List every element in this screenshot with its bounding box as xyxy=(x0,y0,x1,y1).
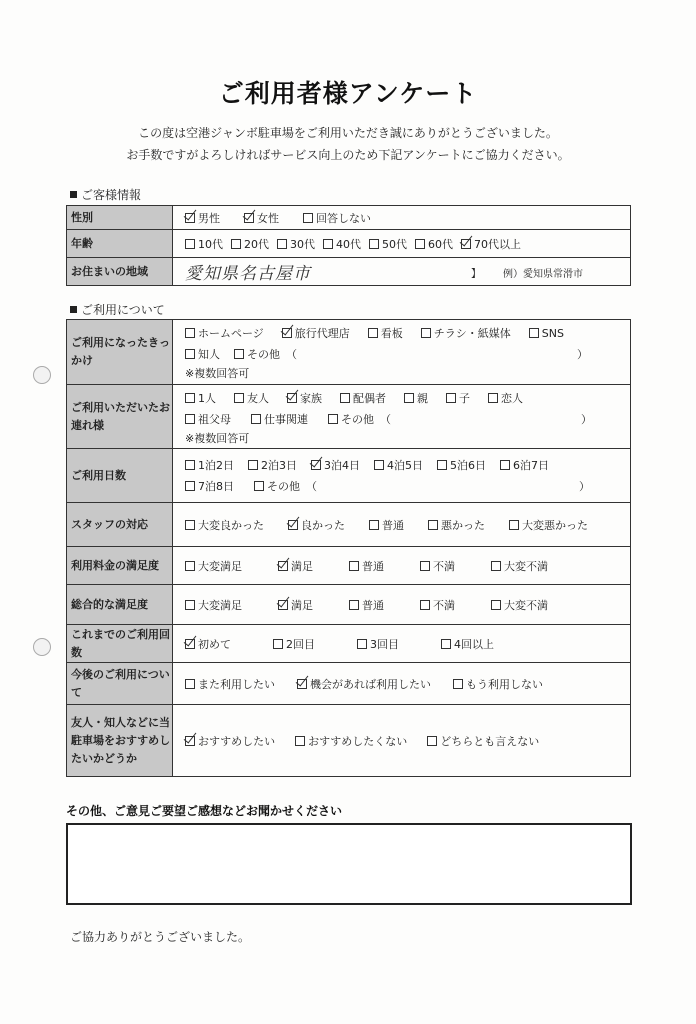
future-label: 今後のご利用について xyxy=(67,663,173,705)
checkbox[interactable] xyxy=(231,239,241,249)
checkbox-option[interactable] xyxy=(234,388,269,409)
checkbox[interactable] xyxy=(185,414,195,424)
option-label: 4泊5日 xyxy=(387,458,423,472)
residence-bracket: 】 xyxy=(471,269,481,280)
checkbox-option[interactable] xyxy=(278,558,313,574)
checkbox[interactable] xyxy=(428,520,438,530)
checkbox[interactable] xyxy=(441,639,451,649)
checkbox[interactable] xyxy=(323,239,333,249)
checked-checkbox[interactable] xyxy=(278,600,288,610)
checkbox-option[interactable] xyxy=(427,733,539,749)
checkbox-option[interactable] xyxy=(297,676,431,692)
option-label: 1泊2日 xyxy=(198,458,234,472)
comments-title: その他、ご意見ご要望ご感想などお聞かせください xyxy=(66,804,343,818)
option-label: おすすめしたい xyxy=(198,734,276,748)
checked-checkbox[interactable] xyxy=(185,639,195,649)
checkbox-option[interactable] xyxy=(303,210,371,226)
checkbox[interactable] xyxy=(349,561,359,571)
visits-options xyxy=(173,625,631,663)
days-options xyxy=(173,449,631,503)
checkbox[interactable] xyxy=(185,481,195,491)
checkbox[interactable] xyxy=(303,213,313,223)
checkbox[interactable] xyxy=(273,639,283,649)
checkbox[interactable] xyxy=(254,481,264,491)
checkbox[interactable] xyxy=(374,460,384,470)
checked-checkbox[interactable] xyxy=(297,679,307,689)
checked-checkbox[interactable] xyxy=(288,520,298,530)
residence-example: 例）愛知県常滑市 xyxy=(503,269,583,280)
checkbox[interactable] xyxy=(185,679,195,689)
checkbox[interactable] xyxy=(446,393,456,403)
visits-label: これまでのご利用回数 xyxy=(67,625,173,663)
checked-checkbox[interactable] xyxy=(311,460,321,470)
reason-other-close: ） xyxy=(577,348,588,361)
residence-value[interactable]: 愛知県名古屋市 xyxy=(185,264,311,284)
option-label: 50代 xyxy=(382,237,407,251)
checkbox[interactable] xyxy=(185,393,195,403)
checked-checkbox[interactable] xyxy=(287,393,297,403)
checkbox[interactable] xyxy=(185,561,195,571)
checkbox-option[interactable] xyxy=(349,558,384,574)
option-label: 男性 xyxy=(198,211,220,225)
option-label: 仕事関連 xyxy=(264,412,308,426)
checkbox-option[interactable] xyxy=(340,388,386,409)
companions-other-open: （ xyxy=(380,412,391,426)
option-label: 4回以上 xyxy=(454,637,494,651)
checkbox-option[interactable] xyxy=(491,597,548,613)
checkbox-option[interactable] xyxy=(185,597,242,613)
option-label: 70代以上 xyxy=(474,237,521,251)
checkbox[interactable] xyxy=(185,349,195,359)
option-label: 看板 xyxy=(380,327,403,340)
checkbox[interactable] xyxy=(369,520,379,530)
checkbox[interactable] xyxy=(437,460,447,470)
option-label: 不満 xyxy=(433,559,455,573)
residence-field[interactable] xyxy=(173,258,631,286)
option-label: おすすめしたくない xyxy=(308,734,408,748)
price-options xyxy=(173,547,631,585)
checkbox-option[interactable] xyxy=(185,476,234,497)
checkbox-option[interactable] xyxy=(421,323,511,344)
checkbox-option[interactable] xyxy=(437,455,486,476)
staff-options xyxy=(173,503,631,547)
option-label: チラシ・紙媒体 xyxy=(433,327,511,340)
checkbox-option[interactable] xyxy=(185,344,220,365)
option-label: もう利用しない xyxy=(466,677,543,691)
checkbox-option[interactable] xyxy=(374,455,423,476)
companions-options xyxy=(173,385,631,449)
checkbox-option[interactable] xyxy=(185,409,231,430)
option-label: 大変悪かった xyxy=(522,518,588,532)
option-label: また利用したい xyxy=(198,677,275,691)
overall-options xyxy=(173,585,631,625)
checkbox-option[interactable] xyxy=(500,455,549,476)
checkbox[interactable] xyxy=(251,414,261,424)
option-label: 祖父母 xyxy=(198,412,231,426)
option-label: 配偶者 xyxy=(353,391,386,405)
checkbox[interactable] xyxy=(277,239,287,249)
checkbox-option[interactable] xyxy=(254,476,300,497)
section-heading-customer: ご客様情報 xyxy=(70,186,141,203)
checkbox-option[interactable] xyxy=(415,236,453,252)
reason-other-open: （ xyxy=(286,348,297,361)
option-label: 良かった xyxy=(301,518,345,532)
option-label: 5泊6日 xyxy=(450,458,486,472)
checkbox[interactable] xyxy=(357,639,367,649)
option-label: 40代 xyxy=(336,237,361,251)
checkbox-option[interactable] xyxy=(185,210,220,226)
overall-label: 総合的な満足度 xyxy=(67,585,173,625)
recommend-options xyxy=(173,705,631,777)
page-title: ご利用者様アンケート xyxy=(218,79,478,108)
option-label: 恋人 xyxy=(501,391,523,405)
option-label: 家族 xyxy=(300,391,322,405)
checkbox-option[interactable] xyxy=(509,517,588,533)
checkbox[interactable] xyxy=(185,600,195,610)
checkbox[interactable] xyxy=(491,561,501,571)
intro-line-1: この度は空港ジャンボ駐車場をご利用いただき誠にありがとうございました。 xyxy=(138,126,558,140)
option-label: その他 xyxy=(267,479,300,493)
reason-options xyxy=(173,320,631,385)
days-label: ご利用日数 xyxy=(67,449,173,503)
checkbox-option[interactable] xyxy=(453,676,543,692)
checkbox-option[interactable] xyxy=(368,323,403,344)
checkbox-option[interactable] xyxy=(278,597,313,613)
option-label: 大変良かった xyxy=(198,518,264,532)
checkbox[interactable] xyxy=(185,460,195,470)
checkbox-option[interactable] xyxy=(488,388,523,409)
checkbox-option[interactable] xyxy=(404,388,428,409)
recommend-label: 友人・知人などに当駐車場をおすすめしたいかどうか xyxy=(67,705,173,777)
checkbox[interactable] xyxy=(340,393,350,403)
option-label: どちらとも言えない xyxy=(440,734,540,748)
checkbox[interactable] xyxy=(349,600,359,610)
option-label: 親 xyxy=(417,391,428,405)
checkbox[interactable] xyxy=(509,520,519,530)
checkbox[interactable] xyxy=(404,393,414,403)
checkbox[interactable] xyxy=(488,393,498,403)
option-label: 旅行代理店 xyxy=(294,327,350,340)
checkbox-option[interactable] xyxy=(231,236,269,252)
option-label: その他 xyxy=(341,412,374,426)
comments-textarea[interactable] xyxy=(66,823,632,905)
gender-label: 性別 xyxy=(67,206,173,230)
checkbox-option[interactable] xyxy=(251,409,308,430)
checkbox[interactable] xyxy=(369,239,379,249)
option-label: 悪かった xyxy=(441,518,485,532)
checkbox-option[interactable] xyxy=(185,323,264,344)
checked-checkbox[interactable] xyxy=(185,736,195,746)
checkbox-option[interactable] xyxy=(328,409,374,430)
option-label: 回答しない xyxy=(316,211,371,225)
checkbox-option[interactable] xyxy=(441,636,494,652)
option-label: 20代 xyxy=(244,237,269,251)
section-heading-usage: ご利用について xyxy=(70,301,165,318)
option-label: 満足 xyxy=(291,559,313,573)
option-label: 6泊7日 xyxy=(513,458,549,472)
checkbox-option[interactable] xyxy=(446,388,470,409)
option-label: 1人 xyxy=(198,391,216,405)
age-options xyxy=(173,230,631,258)
checkbox-option[interactable] xyxy=(349,597,384,613)
checkbox-option[interactable] xyxy=(185,676,275,692)
option-label: 普通 xyxy=(362,559,384,573)
checkbox-option[interactable] xyxy=(244,210,279,226)
price-label: 利用料金の満足度 xyxy=(67,547,173,585)
option-label: SNS xyxy=(541,327,564,340)
checkbox[interactable] xyxy=(491,600,501,610)
checkbox[interactable] xyxy=(415,239,425,249)
option-label: 大変不満 xyxy=(504,598,548,612)
punch-hole xyxy=(33,366,51,384)
option-label: 初めて xyxy=(198,637,231,651)
checkbox-option[interactable] xyxy=(185,558,242,574)
option-label: 大変満足 xyxy=(198,559,242,573)
checked-checkbox[interactable] xyxy=(278,561,288,571)
checkbox-option[interactable] xyxy=(420,558,455,574)
checked-checkbox[interactable] xyxy=(185,213,195,223)
option-label: 2泊3日 xyxy=(261,458,297,472)
checkbox[interactable] xyxy=(420,561,430,571)
thanks-message: ご協力ありがとうございました。 xyxy=(70,930,251,944)
option-label: 大変満足 xyxy=(198,598,242,612)
checkbox-option[interactable] xyxy=(369,236,407,252)
checkbox-option[interactable] xyxy=(420,597,455,613)
option-label: 知人 xyxy=(198,348,220,361)
future-options xyxy=(173,663,631,705)
age-label: 年齢 xyxy=(67,230,173,258)
checkbox-option[interactable] xyxy=(357,636,399,652)
option-label: 30代 xyxy=(290,237,315,251)
checkbox-option[interactable] xyxy=(287,388,322,409)
option-label: 60代 xyxy=(428,237,453,251)
checkbox-option[interactable] xyxy=(282,323,350,344)
option-label: 子 xyxy=(459,391,470,405)
checkbox[interactable] xyxy=(421,328,431,338)
checkbox[interactable] xyxy=(248,460,258,470)
checkbox-option[interactable] xyxy=(288,517,345,533)
option-label: 不満 xyxy=(433,598,455,612)
days-other-close: ） xyxy=(579,479,590,493)
reason-note: ※複数回答可 xyxy=(185,367,250,380)
checkbox[interactable] xyxy=(234,393,244,403)
checked-checkbox[interactable] xyxy=(282,328,292,338)
option-label: 普通 xyxy=(382,518,404,532)
option-label: 友人 xyxy=(247,391,269,405)
checkbox[interactable] xyxy=(368,328,378,338)
checkbox[interactable] xyxy=(295,736,305,746)
option-label: 10代 xyxy=(198,237,223,251)
checkbox-option[interactable] xyxy=(323,236,361,252)
checkbox-option[interactable] xyxy=(234,344,280,365)
option-label: 3泊4日 xyxy=(324,458,360,472)
checkbox-option[interactable] xyxy=(185,733,275,749)
days-other-open: （ xyxy=(306,479,317,493)
checkbox-option[interactable] xyxy=(248,455,297,476)
checkbox[interactable] xyxy=(234,349,244,359)
option-label: 大変不満 xyxy=(504,559,548,573)
checkbox-option[interactable] xyxy=(295,733,407,749)
checkbox[interactable] xyxy=(420,600,430,610)
option-label: 満足 xyxy=(291,598,313,612)
option-label: その他 xyxy=(247,348,280,361)
checkbox-option[interactable] xyxy=(185,517,264,533)
gender-options xyxy=(173,206,631,230)
option-label: 普通 xyxy=(362,598,384,612)
companions-other-close: ） xyxy=(581,412,592,426)
checkbox-option[interactable] xyxy=(273,636,315,652)
option-label: 2回目 xyxy=(286,637,315,651)
checkbox[interactable] xyxy=(185,520,195,530)
staff-label: スタッフの対応 xyxy=(67,503,173,547)
checkbox[interactable] xyxy=(500,460,510,470)
option-label: 女性 xyxy=(257,211,279,225)
usage-table xyxy=(66,319,631,777)
checkbox-option[interactable] xyxy=(311,455,360,476)
checkbox[interactable] xyxy=(529,328,539,338)
checkbox-option[interactable] xyxy=(461,236,521,252)
customer-info-table xyxy=(66,205,631,286)
option-label: 7泊8日 xyxy=(198,479,234,493)
checked-checkbox[interactable] xyxy=(461,239,471,249)
residence-label: お住まいの地域 xyxy=(67,258,173,286)
checkbox-option[interactable] xyxy=(185,455,234,476)
checkbox-option[interactable] xyxy=(277,236,315,252)
companions-note: ※複数回答可 xyxy=(185,431,250,445)
checkbox[interactable] xyxy=(185,328,195,338)
checkbox[interactable] xyxy=(185,239,195,249)
option-label: ホームページ xyxy=(198,327,264,340)
checkbox-option[interactable] xyxy=(428,517,485,533)
checked-checkbox[interactable] xyxy=(244,213,254,223)
checkbox[interactable] xyxy=(453,679,463,689)
checkbox-option[interactable] xyxy=(369,517,404,533)
option-label: 3回目 xyxy=(370,637,399,651)
checkbox-option[interactable] xyxy=(491,558,548,574)
checkbox[interactable] xyxy=(427,736,437,746)
checkbox-option[interactable] xyxy=(185,388,216,409)
reason-label: ご利用になったきっかけ xyxy=(67,320,173,385)
checkbox[interactable] xyxy=(328,414,338,424)
punch-hole xyxy=(33,638,51,656)
companions-label: ご利用いただいたお連れ様 xyxy=(67,385,173,449)
intro-line-2: お手数ですがよろしければサービス向上のため下記アンケートにご協力ください。 xyxy=(126,148,570,162)
checkbox-option[interactable] xyxy=(529,323,564,344)
option-label: 機会があれば利用したい xyxy=(310,677,431,691)
checkbox-option[interactable] xyxy=(185,236,223,252)
checkbox-option[interactable] xyxy=(185,636,231,652)
